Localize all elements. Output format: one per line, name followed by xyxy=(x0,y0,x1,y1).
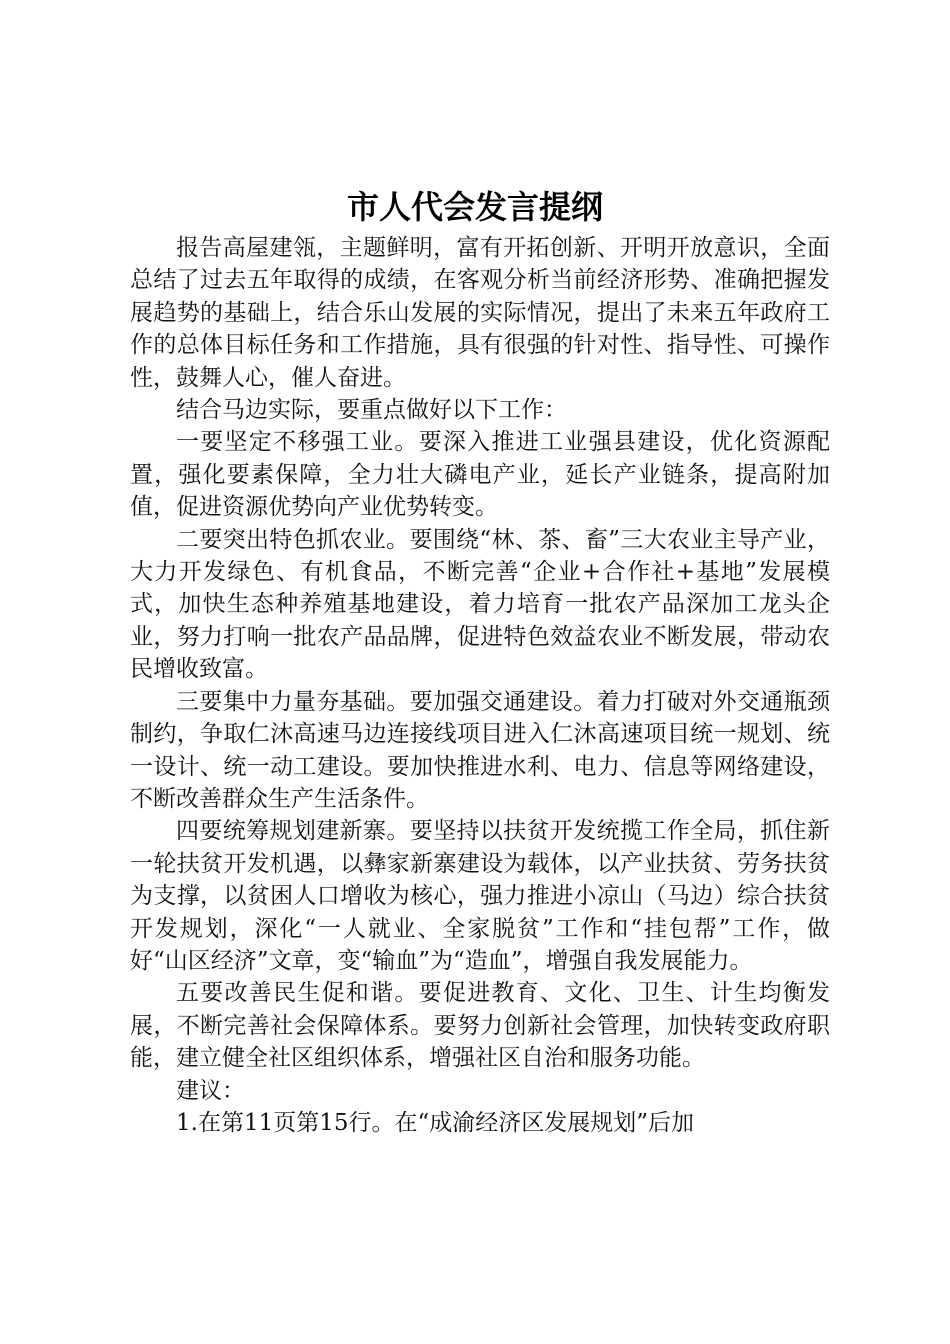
paragraph-intro: 结合马边实际，要重点做好以下工作： xyxy=(176,397,567,424)
paragraph-infrastructure: 三要集中力量夯基础。要加强交通建设。着力打破对外交通瓶颈制约，争取仁沐高速马边连接线项目进入仁沐高速项目统一规划、统一设计、统一动工建设。要加快推进水利、电力、信息等网络建设，不断改善群众生产生活条件。 xyxy=(130,688,830,812)
paragraph-report-summary: 报告高屋建瓴，主题鲜明，富有开拓创新、开明开放意识，全面总结了过去五年取得的成绩，在客观分析当前经济形势、准确把握发展趋势的基础上，结合乐山发展的实际情况，提出了未来五年政府工作的总体目标任务和工作措施，具有很强的针对性、指导性、可操作性，鼓舞人心，催人奋进。 xyxy=(130,235,830,391)
document-title: 市人代会发言提纲 xyxy=(346,188,603,226)
document-body xyxy=(130,232,830,1139)
paragraph-livelihood: 五要改善民生促和谐。要促进教育、文化、卫生、计生均衡发展，不断完善社会保障体系。要努力创新社会管理，加快转变政府职能，建立健全社区组织体系，增强社区自治和服务功能。 xyxy=(130,980,830,1072)
paragraph-suggestion-1: 1.在第11页第15行。在“成渝经济区发展规划”后加 xyxy=(176,1109,694,1136)
paragraph-agriculture: 二要突出特色抓农业。要围绕“林、茶、畜”三大农业主导产业，大力开发绿色、有机食品，不断完善“企业+合作社+基地”发展模式，加快生态种养殖基地建设，着力培育一批农产品深加工龙头企业，努力打响一批农产品品牌，促进特色效益农业不断发展，带动农民增收致富。 xyxy=(130,526,830,683)
paragraph-new-villages: 四要统筹规划建新寨。要坚持以扶贫开发统揽工作全局，抓住新一轮扶贫开发机遇，以彝家新寨建设为载体，以产业扶贫、劳务扶贫为支撑，以贫困人口增收为核心，强力推进小凉山（马边）综合扶贫开发规划，深化“一人就业、全家脱贫”工作和“挂包帮”工作，做好“山区经济”文章，变“输血”为“造血”，增强自我发展能力。 xyxy=(130,818,830,974)
paragraph-industry: 一要坚定不移强工业。要深入推进工业强县建设，优化资源配置，强化要素保障，全力壮大磷电产业，延长产业链条，提高附加值，促进资源优势向产业优势转变。 xyxy=(130,429,830,521)
paragraph-suggestions-heading: 建议： xyxy=(176,1077,245,1104)
